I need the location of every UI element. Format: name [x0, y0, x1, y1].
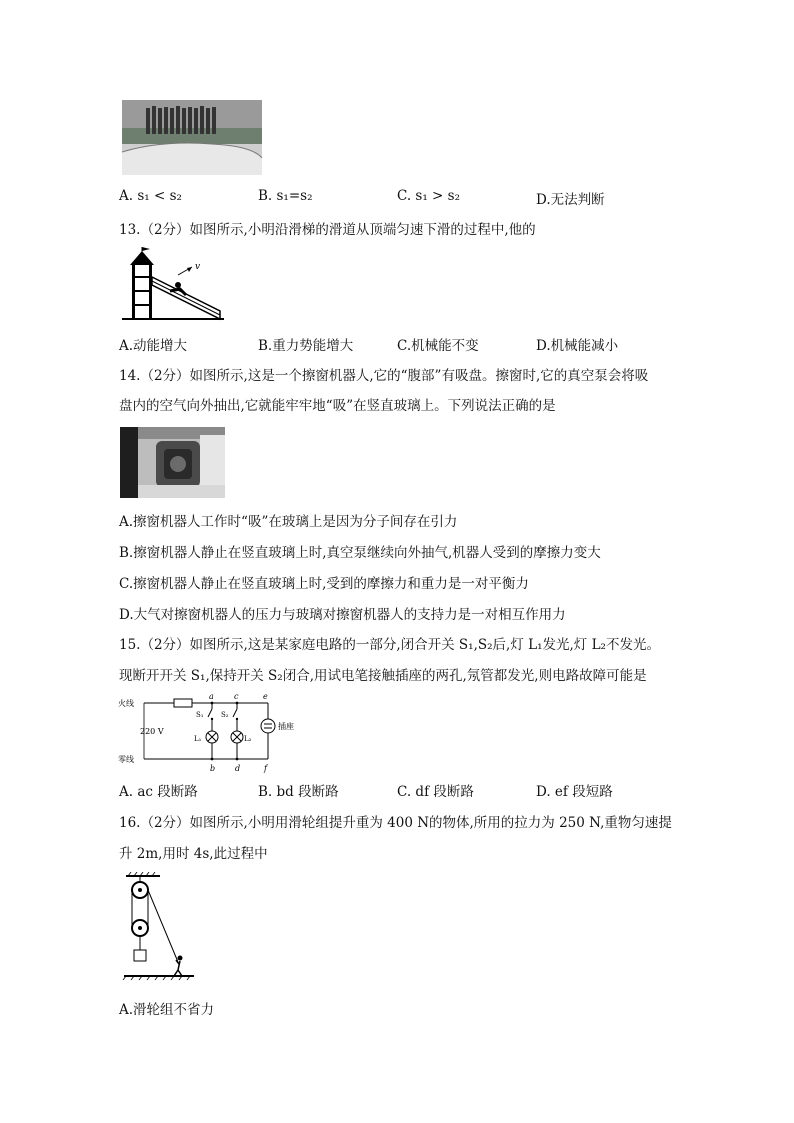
q15-l1-label: L₁	[194, 735, 202, 743]
q15-node-a: a	[209, 693, 214, 701]
q15-l2-label: L₂	[244, 735, 252, 743]
q15-node-f: f	[264, 764, 267, 773]
q12-option-b[interactable]: B. s₁=s₂	[258, 188, 313, 204]
q15-voltage-label: 220 V	[140, 727, 164, 736]
q12-photo	[122, 100, 262, 175]
q16-stem-line-1: 16.（2分）如图所示,小明用滑轮组提升重为 400 N的物体,所用的拉力为 250 N,重物匀速提	[119, 815, 672, 831]
q15-socket-label: 插座	[278, 722, 294, 731]
q14-option-a[interactable]: A.擦窗机器人工作时“吸”在玻璃上是因为分子间存在引力	[119, 514, 458, 530]
q13-option-c[interactable]: C.机械能不变	[397, 338, 479, 354]
q15-node-e: e	[263, 693, 268, 701]
q15-s1-label: S₁	[196, 711, 204, 719]
q15-stem-line-1: 15.（2分）如图所示,这是某家庭电路的一部分,闭合开关 S₁,S₂后,灯 L₁发光,灯 L₂不发光。	[119, 637, 660, 653]
q12-option-c[interactable]: C. s₁ > s₂	[397, 188, 461, 204]
q13-stem: 13.（2分）如图所示,小明沿滑梯的滑道从顶端匀速下滑的过程中,他的	[119, 222, 536, 238]
q14-robot-photo	[120, 427, 225, 498]
q15-option-b[interactable]: B. bd 段断路	[258, 784, 339, 800]
q15-s2-label: S₂	[221, 711, 229, 719]
q12-option-a[interactable]: A. s₁ < s₂	[119, 188, 182, 204]
q12-option-d[interactable]: D.无法判断	[536, 192, 605, 208]
q15-option-d[interactable]: D. ef 段短路	[536, 784, 613, 800]
q14-option-d[interactable]: D.大气对擦窗机器人的压力与玻璃对擦窗机器人的支持力是一对相互作用力	[119, 607, 566, 623]
q15-node-c: c	[234, 693, 239, 701]
q15-node-b: b	[210, 764, 216, 773]
q14-stem-line-1: 14.（2分）如图所示,这是一个擦窗机器人,它的“腹部”有吸盘。擦窗时,它的真空泵会将吸	[119, 368, 649, 384]
q14-stem-line-2: 盘内的空气向外抽出,它就能牢牢地“吸”在竖直玻璃上。下列说法正确的是	[119, 398, 556, 414]
q13-option-a[interactable]: A.动能增大	[119, 338, 188, 354]
q15-option-c[interactable]: C. df 段断路	[397, 784, 474, 800]
q15-neutral-label: 零线	[118, 755, 134, 764]
q15-stem-line-2: 现断开开关 S₁,保持开关 S₂闭合,用试电笔接触插座的两孔,氖管都发光,则电路故障可能是	[119, 668, 647, 684]
q15-option-a[interactable]: A. ac 段断路	[119, 784, 198, 800]
q15-live-label: 火线	[118, 699, 134, 708]
q15-node-d: d	[235, 764, 241, 773]
q16-pulley-figure	[120, 872, 198, 984]
q15-circuit-diagram	[118, 693, 308, 773]
q14-option-b[interactable]: B.擦窗机器人静止在竖直玻璃上时,真空泵继续向外抽气,机器人受到的摩擦力变大	[119, 545, 601, 561]
q16-stem-line-2: 升 2m,用时 4s,此过程中	[119, 846, 268, 862]
q13-option-b[interactable]: B.重力势能增大	[258, 338, 354, 354]
q14-option-c[interactable]: C.擦窗机器人静止在竖直玻璃上时,受到的摩擦力和重力是一对平衡力	[119, 576, 529, 592]
q16-option-a[interactable]: A.滑轮组不省力	[119, 1002, 215, 1018]
q13-slide-figure	[120, 245, 225, 323]
q13-velocity-label: v	[195, 262, 201, 272]
q13-option-d[interactable]: D.机械能减小	[536, 338, 619, 354]
